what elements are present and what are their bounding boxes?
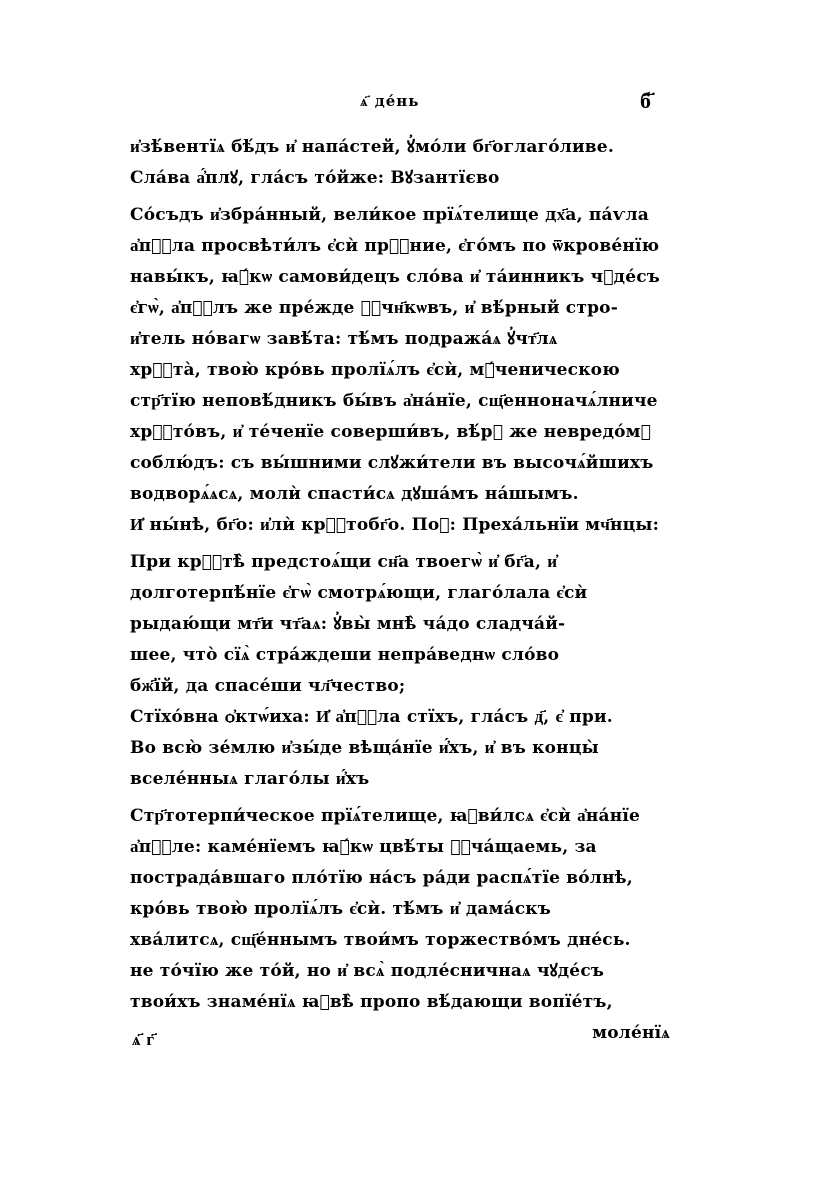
text-line: водворѧ́ѧсѧ, молѝ спасти́сѧ дꙋша́мъ на́шымъ. [130,484,579,504]
text-line: Сла́ва а҆́плꙋ, гла́съ то́йже: Вꙋзантїєво [130,168,500,188]
text-line: стр҃тїю неповѣ́дникъ бы́въ а҆на́нїе, сщ҃енноначѧ́лниче [130,391,658,411]
text-line: не то́чїю же то́й, но и҆ всѧ̀ подле́сничнаѧ чꙋде́съ [130,961,605,981]
text-line: Стїхо́вна ѻ҆ктѡ́иха: И҆ а҆пⷭ҇ла стїхъ, гла́съ д҃, є҆ при. [130,707,613,727]
text-line: а҆пⷭ҇ле: каме́нїемъ ꙗ҆́кѡ цвѣ́ты ꙋ҆ча́щаемь, за [130,837,597,857]
text-line: пострада́вшаго пло́тїю на́съ ра́ди распѧ́тїе во́лнѣ, [130,868,633,888]
text-line: И҆ ны́нѣ, бг҃о: и҆лѝ крⷭ҇тобг҃о. Поⷣ: Преха́льнїи мч҃нцы: [130,515,660,535]
text-line: навы́къ, ꙗ҆́кѡ самови́децъ сло́ва и҆ та́инникъ чꙋде́съ [130,267,660,287]
text-line: є҆гѡ̀, а҆пⷭ҇лъ же пре́жде ꙋ҆чн҃кѡвъ, и҆ вѣ́рный стро- [130,298,618,318]
text-line: вселе́нныѧ глаго́лы и҆́хъ [130,769,370,789]
text-line: хва́литсѧ, сщ҃е́ннымъ твои́мъ торжество́мъ дне́сь. [130,930,631,950]
text-line: моле́нїѧ [592,1023,670,1043]
signature-mark: ѧ҃ г҃ [132,1030,155,1050]
text-line: долготерпѣ́нїе є҆гѡ̀ смотрѧ́ющи, глаго́лала є҆сѝ [130,583,588,603]
text-line: соблю́дъ: съ вы́шними слꙋжи́тели въ высочѧ́йшихъ [130,453,654,473]
text-line: Со́съдъ и҆збра́нный, вели́кое прїѧ́телище дх҃а, па́ѵла [130,205,650,225]
running-header: ѧ҃ де́нь [360,92,420,110]
text-line: хрⷭ҇та̀, твою̀ кро́вь пролїѧ́лъ є҆сѝ, мꙋ́ченическою [130,360,620,380]
text-line: Во всю̀ зе́млю и҆зы́де вѣща́нїе и҆́хъ, и҆ въ концы̀ [130,738,599,758]
text-line: Стр҃тотерпи́ческое прїѧ́телище, ꙗ҆ви́лсѧ є҆сѝ а҆на́нїе [130,806,641,826]
text-line: шее, что̀ сїѧ̀ стра́ждеши непра́веднѡ сло́во [130,645,560,665]
text-line: кро́вь твою̀ пролїѧ́лъ є҆сѝ. тѣ́мъ и҆ дама́скъ [130,899,552,919]
text-line: и҆тель но́вагѡ завѣ́та: тѣ́мъ подража́ѧ ꙋ҆чт҃лѧ [130,329,558,349]
text-line: твои́хъ знаме́нїѧ ꙗ҆вѣ̀ пропо вѣ́дающи вопїе́тъ, [130,992,613,1012]
text-line: и҆зѣ́вентїѧ бѣ́дъ и҆ напа́стей, ꙋ҆мо́ли бг҃оглаго́ливе. [130,137,614,157]
text-line: хрⷭ҇то́въ, и҆ те́ченїе соверши́въ, вѣ́рꙋ же невредо́мꙋ [130,422,652,442]
text-line: При крⷭ҇тѣ̀ предстоѧ́щи сн҃а твоегѡ̀ и҆ бг҃а, и҆ [130,552,558,572]
text-line: рыдаю́щи мт҃и чт҃аѧ: ꙋ҆вы̀ мнѣ̀ ча́до сладча́й- [130,614,566,634]
page-number: б҃ [640,88,651,114]
text-line: бж҃їй, да спасе́ши чл҃чество; [130,676,406,696]
text-line: а҆пⷭ҇ла просвѣти́лъ є҆сѝ прⷭ҇ние, є҆го́мъ по ѿкрове́нїю [130,236,660,256]
body-text [130,132,670,1049]
